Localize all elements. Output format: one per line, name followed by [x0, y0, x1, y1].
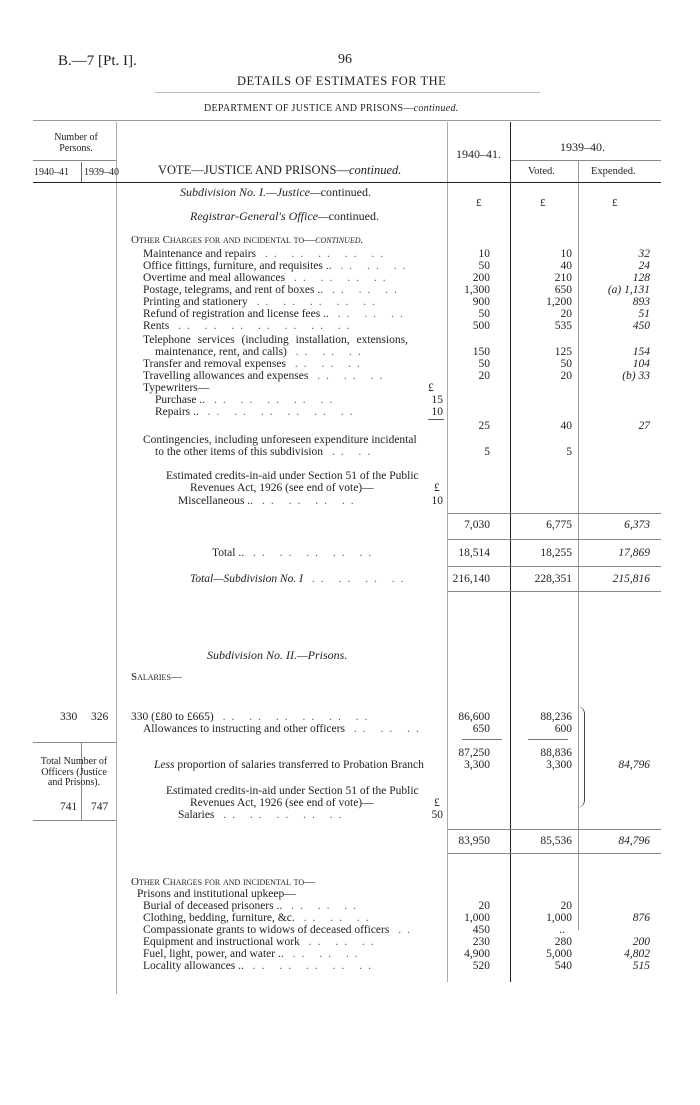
- exp-value: 4,802: [624, 948, 650, 960]
- voted-value: 210: [554, 272, 572, 284]
- list-item: Fuel, light, power, and water .. .. .. ..: [143, 948, 364, 960]
- prisons-upkeep-heading: Prisons and institutional upkeep—: [137, 888, 296, 900]
- salary-voted: 88,236: [540, 711, 572, 723]
- list-item: Overtime and meal allowances .. .. .. ..: [143, 272, 392, 284]
- voted-value: 50: [560, 358, 572, 370]
- col-expended: Expended.: [591, 166, 636, 177]
- voted-value: 5: [566, 446, 572, 458]
- page-number: 96: [338, 52, 352, 67]
- voted-value: 20: [560, 370, 572, 382]
- other-charges-heading-2: Other Charges for and incidental to—: [131, 876, 316, 888]
- est-value: 20: [478, 370, 490, 382]
- expended-bracket: [576, 706, 585, 808]
- less-proportion-est: 3,300: [464, 759, 490, 771]
- salary-est: 86,600: [458, 711, 490, 723]
- vote-heading-cont: continued.: [349, 163, 402, 177]
- voted-value: 540: [554, 960, 572, 972]
- est-value: 50: [478, 260, 490, 272]
- less-rest: proportion of salaries transferred to Probation Branch: [174, 759, 424, 771]
- col-divider-persons: [116, 122, 117, 994]
- exp-value: 104: [632, 358, 650, 370]
- voted-value: 40: [560, 420, 572, 432]
- total-sub1-exp: 215,816: [612, 573, 650, 585]
- voted-value: 20: [560, 900, 572, 912]
- subdivision1-text: Subdivision No. I.—Justice—: [180, 185, 321, 199]
- est-value: 20: [478, 900, 490, 912]
- exp-value: 876: [632, 912, 650, 924]
- list-item: Refund of registration and license fees .. .. .. ..: [143, 308, 409, 320]
- typewriters-pound: £: [428, 382, 434, 394]
- other-charges-cont-1: continued.: [315, 234, 364, 246]
- voted-value: 40: [560, 260, 572, 272]
- other-charges-heading-1: [131, 234, 363, 246]
- col-divider-exp: [578, 160, 579, 930]
- list-item: Burial of deceased prisoners .. .. .. ..: [143, 900, 363, 912]
- exp-value: 154: [632, 346, 650, 358]
- exp-value: (b) 33: [622, 370, 650, 382]
- est-value: 500: [472, 320, 490, 332]
- salary-persons-1940: 330: [60, 711, 78, 723]
- voted-value: 125: [554, 346, 572, 358]
- total-sub1-est: 216,140: [452, 573, 490, 585]
- salary-sum-voted: 88,836: [540, 747, 572, 759]
- page-ref: B.—7 [Pt. I].: [58, 53, 137, 69]
- other-charges-text-1: Other Charges for and incidental to—: [131, 234, 316, 246]
- exp-value: 27: [638, 420, 650, 432]
- subdivision2-heading: Subdivision No. II.—Prisons.: [207, 648, 348, 662]
- col-number-of-persons: Number of Persons.: [54, 132, 98, 154]
- list-item: Clothing, bedding, furniture, &c. .. .. ..: [143, 912, 375, 924]
- registrar-cont: continued.: [328, 209, 379, 223]
- voted-value: ..: [559, 924, 565, 936]
- registrar-heading: [190, 209, 379, 224]
- page-title: DETAILS OF ESTIMATES FOR THE: [237, 74, 447, 88]
- total-sub1-voted: 228,351: [534, 573, 572, 585]
- salary-label: 330 (£80 to £665) .. .. .. .. .. ..: [131, 711, 374, 723]
- subdivision1-cont: continued.: [320, 185, 371, 199]
- voted-value: 280: [554, 936, 572, 948]
- exp-value: (a) 1,131: [607, 284, 650, 296]
- travelling-label: Travelling allowances and expenses .. .. ..: [143, 370, 389, 382]
- list-item: Equipment and instructional work .. .. ..: [143, 936, 380, 948]
- total-voted: 18,255: [540, 547, 572, 559]
- transfer-label: Transfer and removal expenses .. .. ..: [143, 358, 366, 370]
- credits2-label-1: Estimated credits-in-aid under Section 51 of the Public: [166, 785, 419, 797]
- table-top-rule: [33, 120, 661, 121]
- purchase-amount: 15: [431, 394, 443, 406]
- total-exp: 17,869: [618, 547, 650, 559]
- est-value: 200: [472, 272, 490, 284]
- total-est: 18,514: [458, 547, 490, 559]
- subtotal2-voted: 85,536: [540, 835, 572, 847]
- telephone-label-1: Telephone services (including installation, extensions,: [143, 334, 408, 346]
- total-sub1-label: Total—Subdivision No. I .. .. .. ..: [190, 573, 410, 585]
- est-value: 900: [472, 296, 490, 308]
- subtotal1-voted: 6,775: [546, 519, 572, 531]
- exp-value: 24: [638, 260, 650, 272]
- exp-value: 32: [638, 248, 650, 260]
- col-estimate-year: 1940–41.: [456, 147, 501, 161]
- repairs-amount: 10: [431, 406, 443, 418]
- credits1-misc-label: Miscellaneous .. .. .. .. ..: [178, 495, 360, 507]
- page-subtitle: [204, 103, 459, 114]
- voted-value: 650: [554, 284, 572, 296]
- vote-heading-text: VOTE—JUSTICE AND PRISONS—: [158, 163, 349, 177]
- less-proportion-label: [154, 759, 424, 771]
- exp-value: 515: [632, 960, 650, 972]
- salary-persons-1939: 326: [91, 711, 109, 723]
- typewriters-label: Typewriters—: [143, 382, 210, 394]
- est-value: 50: [478, 308, 490, 320]
- contingencies-label-2: to the other items of this subdivision .. ..: [155, 446, 377, 458]
- est-value: 230: [472, 936, 490, 948]
- est-value: 150: [472, 346, 490, 358]
- voted-value: 1,200: [546, 296, 572, 308]
- exp-value: 200: [632, 936, 650, 948]
- voted-value: 10: [560, 248, 572, 260]
- col-prev-year: 1939–40.: [560, 140, 605, 154]
- col-voted: Voted.: [528, 166, 555, 177]
- est-value: 50: [478, 358, 490, 370]
- est-value: 450: [472, 924, 490, 936]
- pound-sign-voted: £: [540, 197, 546, 209]
- list-item: Postage, telegrams, and rent of boxes .. .. .. ..: [143, 284, 403, 296]
- credits1-misc-amount: 10: [431, 495, 443, 507]
- est-value: 10: [478, 248, 490, 260]
- registrar-text: Registrar-General's Office—: [190, 209, 329, 223]
- salary-sum-est: 87,250: [458, 747, 490, 759]
- credits1-pound: £: [434, 482, 440, 494]
- subtotal1-est: 7,030: [464, 519, 490, 531]
- contingencies-label-1: Contingencies, including unforeseen expenditure incidental: [143, 434, 417, 446]
- allowances-label: Allowances to instructing and other officers .. .. ..: [143, 723, 425, 735]
- less-proportion-exp: 84,796: [618, 759, 650, 771]
- telephone-label-2: maintenance, rent, and calls) .. .. ..: [155, 346, 367, 358]
- subtitle-cont: continued.: [413, 103, 459, 114]
- credits2-pound: £: [434, 797, 440, 809]
- credits2-salaries-label: Salaries .. .. .. .. ..: [178, 809, 348, 821]
- col-1939-40-persons: 1939–40: [84, 167, 119, 178]
- total-officers-label: Total Number of Officers (Justice and Prisons).: [40, 756, 108, 788]
- credits1-label-1: Estimated credits-in-aid under Section 51 of the Public: [166, 470, 419, 482]
- credits2-label-2: Revenues Act, 1926 (see end of vote)—: [190, 797, 374, 809]
- credits1-label-2: Revenues Act, 1926 (see end of vote)—: [190, 482, 374, 494]
- allowances-est: 650: [472, 723, 490, 735]
- allowances-voted: 600: [554, 723, 572, 735]
- list-item: Office fittings, furniture, and requisites .. .. .. ..: [143, 260, 412, 272]
- pound-sign-est: £: [476, 197, 482, 209]
- list-item: Maintenance and repairs .. .. .. .. ..: [143, 248, 390, 260]
- pound-sign-exp: £: [612, 197, 618, 209]
- subtotal2-est: 83,950: [458, 835, 490, 847]
- exp-value: 893: [632, 296, 650, 308]
- est-value: 4,900: [464, 948, 490, 960]
- purchase-label: Purchase .. .. .. .. .. ..: [155, 394, 339, 406]
- credits2-salaries-amount: 50: [431, 809, 443, 821]
- less-word: Less: [154, 759, 175, 771]
- list-item: Rents .. .. .. .. .. .. ..: [143, 320, 356, 332]
- est-value: 25: [478, 420, 490, 432]
- est-value: 5: [484, 446, 490, 458]
- total-officers-1939: 747: [91, 801, 109, 813]
- subtotal1-exp: 6,373: [624, 519, 650, 531]
- list-item: Printing and stationery .. .. .. .. ..: [143, 296, 381, 308]
- subdivision1-heading: [180, 185, 371, 200]
- repairs-label: Repairs .. .. .. .. .. .. ..: [155, 406, 359, 418]
- est-value: 1,300: [464, 284, 490, 296]
- est-value: 1,000: [464, 912, 490, 924]
- list-item: Locality allowances .. .. .. .. .. ..: [143, 960, 378, 972]
- subtitle-text: DEPARTMENT OF JUSTICE AND PRISONS—: [204, 103, 414, 114]
- voted-value: 535: [554, 320, 572, 332]
- salaries-heading: Salaries—: [131, 671, 182, 683]
- col-divider-years: [81, 162, 82, 182]
- col-1940-41-persons: 1940–41: [34, 167, 69, 178]
- less-proportion-voted: 3,300: [546, 759, 572, 771]
- voted-value: 5,000: [546, 948, 572, 960]
- total-officers-1940: 741: [60, 801, 78, 813]
- exp-value: 51: [638, 308, 650, 320]
- total-label: Total .. .. .. .. .. ..: [212, 547, 378, 559]
- exp-value: 450: [632, 320, 650, 332]
- list-item: Compassionate grants to widows of deceased officers ..: [143, 924, 416, 936]
- exp-value: 128: [632, 272, 650, 284]
- vote-heading: [158, 163, 401, 178]
- voted-value: 1,000: [546, 912, 572, 924]
- voted-value: 20: [560, 308, 572, 320]
- subtotal2-exp: 84,796: [618, 835, 650, 847]
- est-value: 520: [472, 960, 490, 972]
